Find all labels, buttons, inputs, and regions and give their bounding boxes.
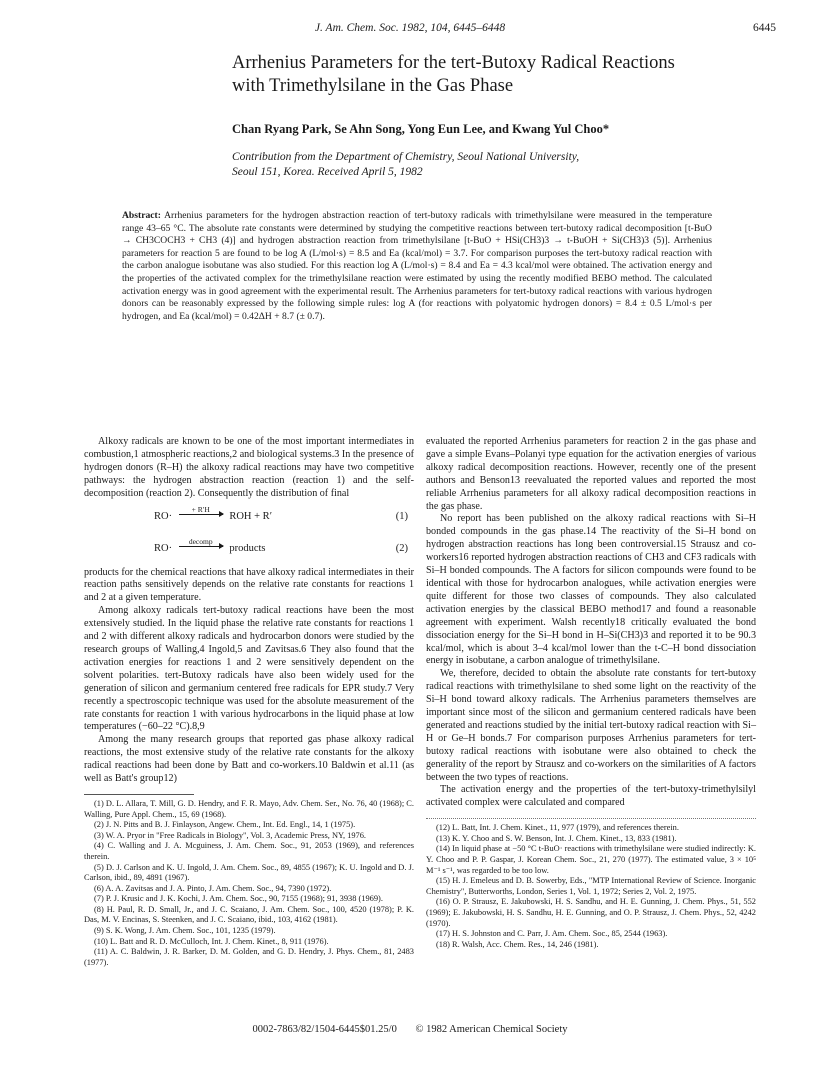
footnote: (2) J. N. Pitts and B. J. Finlayson, Angew. Chem., Int. Ed. Engl., 14, 1 (1975). — [94, 820, 356, 830]
affiliation — [232, 150, 792, 180]
right-paragraph-2: No report has been published on the alkoxy radical reactions with Si–H bonded compounds in the gas phase.14 The reactivity of the Si–H bond on hydrogen abstraction reactions has long been controversial.15 Strausz and co-workers16 reported hydrogen abstraction reactions of CH3 and CF3 radicals with Si–H bonded compounds. The A factors for silicon compounds were found to be identical with those for hydrocarbon analogues, while activation energies were quite different for those two classes of compounds. They also calculated activation energies by the classical BEBO method17 and found a reasonable agreement with experiment. Walsh recently18 critically evaluated the bond dissociation energy for the Si–H bond in H–Si(CH3)3 and reported it to be 90.3 kcal/mol, which is about 3–4 kcal/mol lower than the t-C–H bond dissociation energy in isobutane, a carbon analogue of trimethylsilane. — [426, 513, 756, 667]
eq1-number: (1) — [395, 510, 408, 522]
affiliation-line-2: Seoul 151, Korea. Received April 5, 1982 — [232, 166, 423, 178]
footnote: (17) H. S. Johnston and C. Parr, J. Am. Chem. Soc., 85, 2544 (1963). — [436, 929, 668, 939]
footnote: (10) L. Batt and R. D. McCulloch, Int. J. Chem. Kinet., 8, 911 (1976). — [94, 936, 329, 946]
abstract-text: Arrhenius parameters for the hydrogen abstraction reaction of tert-butoxy radicals with trimethylsilane were measured in the temperature range 43–65 °C. The absolute rate constants were determined by studying the competitive reactions between tert-butoxy radical decomposition [t-BuO → CH3COCH3 + CH3 (4)] and hydrogen abstraction reaction from trimethylsilane [t-BuO + HSi(CH3)3 → t-BuOH + Si(CH3)3 (5)]. Arrhenius parameters for reaction 5 are found to be log A (L/mol·s) = 8.5 and Ea (kcal/mol) = 3.7. For comparison purposes the tert-butoxy radical reaction with the carbon analogue isobutane was also studied. For this reaction log A (L/mol·s) = 8.4 and Ea = 4.3 kcal/mol were obtained. The activation energy and the properties of the activated complex for the trimethylsilane reaction were estimated by using the recently modified BEBO method. The calculated activation energy was in good agreement with the experimental result. The Arrhenius parameters for tert-butoxy radical reactions with various hydrogen donors can be reasonably expressed by the following simple rules: log A (for reactions with polyatomic hydrogen donors) = 8.4 ± 0.5 L/mol·s per hydrogen, and Ea (kcal/mol) = 0.42ΔH + 8.7 (± 0.7). — [122, 210, 712, 322]
footnotes-right — [426, 823, 756, 950]
equation-2 — [84, 535, 414, 565]
title-line-2: with Trimethylsilane in the Gas Phase — [232, 76, 514, 96]
footnote: (9) S. K. Wong, J. Am. Chem. Soc., 101, 1235 (1979). — [94, 926, 276, 936]
footnote: (11) A. C. Baldwin, J. R. Barker, D. M. Golden, and G. D. Hendry, J. Phys. Chem., 81, 2483 (1977). — [84, 947, 414, 967]
footnote: (12) L. Batt, Int. J. Chem. Kinet., 11, 977 (1979), and references therein. — [436, 823, 679, 833]
page-footer — [0, 1024, 820, 1035]
footnote-rule-right — [426, 818, 756, 819]
right-paragraph-4: The activation energy and the properties of the tert-butoxy-trimethylsilyl activated complex were calculated and compared — [426, 784, 756, 809]
right-paragraph-3: We, therefore, decided to obtain the absolute rate constants for tert-butoxy radical reactions with trimethylsilane to shed some light on the reactivity of the Si–H bond toward alkoxy radicals. The Arrhenius parameters themselves are important since most of the silicon and germanium centered radicals have been generated and reactions studied by the initial tert-butoxy radical reaction with Si–H or Ge–H bonds.7 For comparison purposes Arrhenius parameters for tert-butoxy radical reactions with isobutane were also obtained to check the generality of the report by Strausz and co-workers on the similarities of A factors between the two types of reactions. — [426, 668, 756, 783]
left-column — [84, 436, 414, 968]
eq1-arrow — [179, 504, 223, 515]
article-title — [232, 52, 792, 98]
author-list: Chan Ryang Park, Se Ahn Song, Yong Eun Lee, and Kwang Yul Choo* — [232, 122, 610, 136]
right-paragraph-1: evaluated the reported Arrhenius parameters for reaction 2 in the gas phase and gave a simple Evans–Polanyi type equation for the activation energies of various alkoxy radical decomposition reactions. However, recently one of the present authors and Benson13 reevaluated the reported values and reported the most reliable Arrhenius parameters for all alkoxy radical decomposition reactions in the gas phase. — [426, 436, 756, 512]
journal-citation: J. Am. Chem. Soc. 1982, 104, 6445–6448 — [314, 22, 506, 34]
intro-paragraph-3: Among alkoxy radicals tert-butoxy radical reactions have been the most extensively studied. In the liquid phase the relative rate constants for reactions 1 and 2 with different alkoxy radicals and hydrocarbon donors were studied by the research groups of Walling,4 Ingold,5 and Zavitsas.6 They also found that the activation energies for reactions 1 and 2 were sensitively dependent on the solvent polarities. tert-Butoxy radicals have also been widely used for the generation of silicon and germanium centered free radicals for EPR study.7 Very recently a spectroscopic technique was used for the absolute measurement of the rate constants for reaction 1 with various hydrocarbons in the liquid phase at low temperatures (−60–22 °C).8,9 — [84, 605, 414, 733]
footnote: (6) A. A. Zavitsas and J. A. Pinto, J. Am. Chem. Soc., 94, 7390 (1972). — [94, 883, 332, 893]
footnote: (16) O. P. Strausz, E. Jakubowski, H. S. Sandhu, and H. E. Gunning, J. Chem. Phys., 51, 552 (1969); E. Jakubowski, H. S. Sandhu, H. E. Gunning, and O. P. Strausz, J. Chem. Phys., 52, 4242 (1970). — [426, 897, 756, 928]
right-column — [426, 436, 756, 950]
eq2-arrow — [179, 536, 223, 547]
intro-paragraph-1: Alkoxy radicals are known to be one of the most important intermediates in combustion,1 atmospheric reactions,2 and biological systems.3 In the presence of hydrogen donors (R–H) the alkoxy radical reactions may have two competitive pathways: the hydrogen abstraction reaction (reaction 1) and the self-decomposition (reaction 2). Consequently the distribution of final — [84, 436, 414, 499]
affiliation-line-1: Contribution from the Department of Chemistry, Seoul National University, — [232, 151, 580, 163]
running-head — [0, 22, 820, 38]
footnote: (8) H. Paul, R. D. Small, Jr., and J. C. Scaiano, J. Am. Chem. Soc., 100, 4520 (1978); P. K. Das, M. V. Encinas, S. Steenken, and J. C. Scaiano, ibid., 103, 4162 (1981). — [84, 904, 414, 925]
eq1-product: ROH + R′ — [229, 510, 272, 522]
eq2-arrow-label: decomp — [188, 536, 213, 546]
footnote: (14) In liquid phase at −50 °C t-BuO· reactions with trimethylsilane were studied indirectly: K. Y. Choo and P. P. Gaspar, J. Korean Chem. Soc., 21, 270 (1977). The estimated value, 3 × 10⁵ M⁻¹ s⁻¹, was regarded to be too low. — [426, 844, 756, 875]
eq2-reactant: RO· — [154, 542, 173, 554]
footnote: (15) H. J. Emeleus and D. B. Sowerby, Eds., "MTP International Review of Science. Inorganic Chemistry", Butterworths, London, Series 1, Vol. 1, 1972; Series 2, Vol. 2, 1975. — [426, 876, 756, 896]
footnote-rule-left — [84, 794, 194, 795]
copyright-notice: © 1982 American Chemical Society — [415, 1024, 568, 1035]
eq1-reactant: RO· — [154, 510, 173, 522]
footnote: (13) K. Y. Choo and S. W. Benson, Int. J. Chem. Kinet., 13, 833 (1981). — [436, 833, 677, 843]
footnote: (18) R. Walsh, Acc. Chem. Res., 14, 246 (1981). — [436, 939, 599, 949]
footnote: (4) C. Walling and J. A. Mcguiness, J. Am. Chem. Soc., 91, 2053 (1969), and references therein. — [84, 841, 414, 861]
abstract-label: Abstract: — [122, 210, 161, 221]
footnote: (1) D. L. Allara, T. Mill, G. D. Hendry, and F. R. Mayo, Adv. Chem. Ser., No. 76, 40 (1968); C. Walling, Pure Appl. Chem., 15, 69 (1968). — [84, 798, 414, 819]
title-line-1: Arrhenius Parameters for the tert-Butoxy Radical Reactions — [232, 53, 675, 73]
footnotes-left — [84, 799, 414, 969]
intro-paragraph-4: Among the many research groups that reported gas phase alkoxy radical reactions, the most extensive study of the relative rate constants for the alkoxy radical reactions had been done by Batt and co-workers.10 Baldwin et al.11 (as well as Batt's group12) — [84, 734, 414, 785]
abstract — [122, 210, 712, 323]
eq1-arrow-label: + R′H — [191, 504, 210, 514]
footnote: (5) D. J. Carlson and K. U. Ingold, J. Am. Chem. Soc., 89, 4855 (1967); K. U. Ingold and D. J. Carlson, ibid., 89, 4891 (1967). — [84, 862, 414, 883]
eq2-number: (2) — [395, 542, 408, 554]
footnote: (3) W. A. Pryor in "Free Radicals in Biology", Vol. 3, Academic Press, NY, 1976. — [94, 830, 367, 840]
intro-paragraph-2: products for the chemical reactions that have alkoxy radical intermediates in their reaction paths sensitively depends on the relative rate constants for reactions 1 and 2 at a given temperature. — [84, 566, 414, 604]
footnote: (7) P. J. Krusic and J. K. Kochi, J. Am. Chem. Soc., 90, 7155 (1968); 91, 3938 (1969). — [94, 894, 383, 904]
eq2-product: products — [229, 542, 266, 554]
page-number: 6445 — [753, 22, 776, 34]
equation-1 — [84, 503, 414, 533]
article-code: 0002-7863/82/1504-6445$01.25/0 — [252, 1024, 397, 1035]
